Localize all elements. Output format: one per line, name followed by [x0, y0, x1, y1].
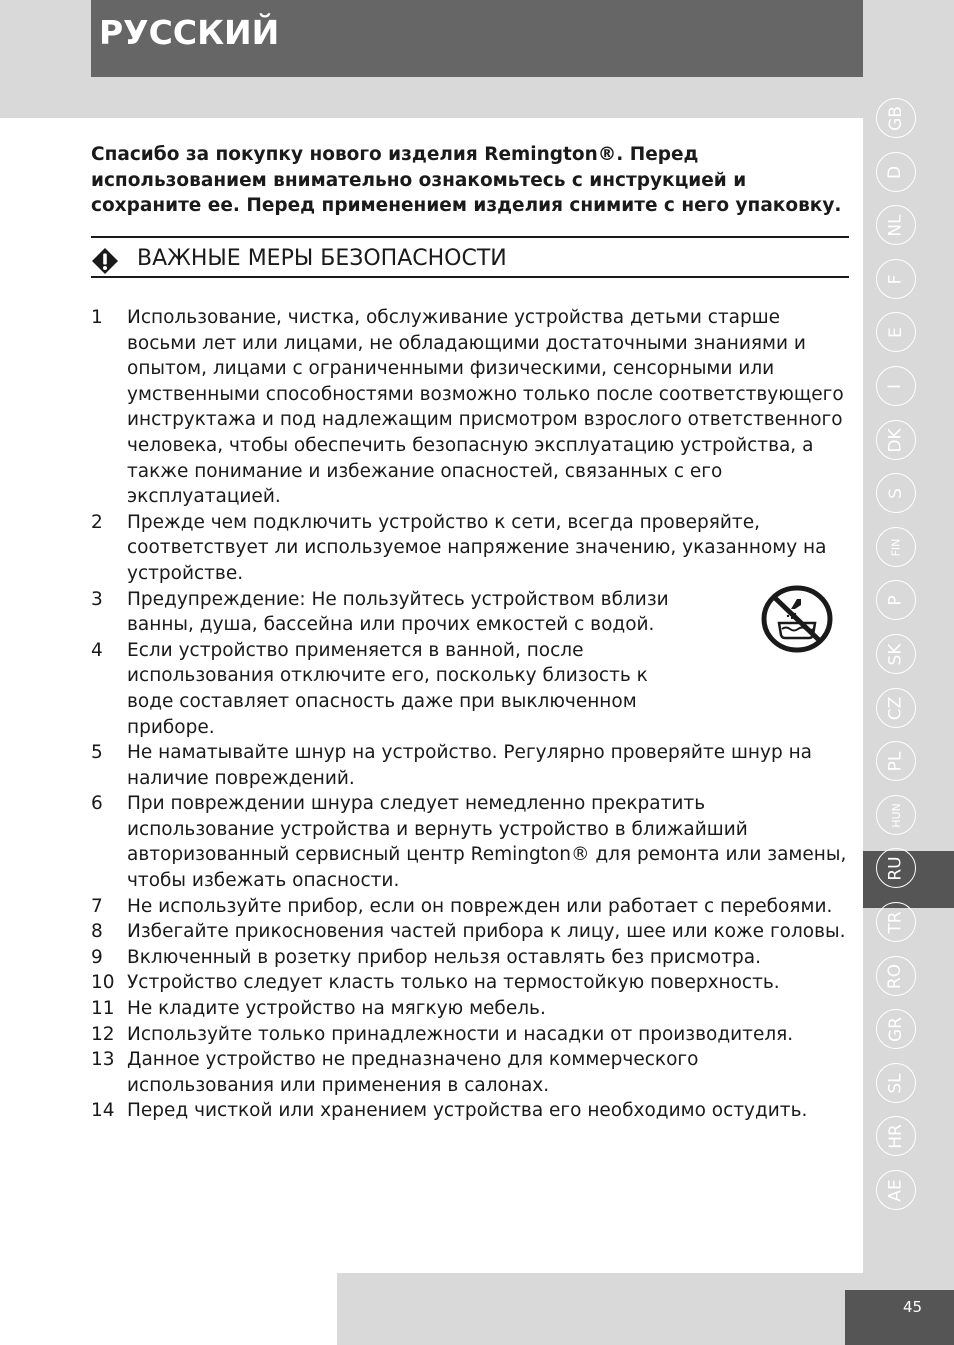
item-number: 2: [91, 511, 103, 533]
safety-item: [91, 996, 851, 1022]
item-text: Перед чисткой или хранением устройства его необходимо остудить.: [127, 1100, 808, 1122]
language-tab-label: SL: [885, 1072, 906, 1094]
item-number: 7: [91, 895, 103, 917]
language-tab-label: HUN: [889, 802, 903, 828]
item-text: Избегайте прикосновения частей прибора к лицу, шее или коже головы.: [127, 921, 846, 943]
safety-item: [91, 587, 851, 638]
item-number: 6: [91, 793, 103, 815]
language-tab-label: AE: [885, 1178, 906, 1202]
language-tab-nl[interactable]: [876, 205, 916, 245]
item-text: При повреждении шнура следует немедленно прекратить использование устройства и вернуть устройство в ближайший авторизованный сервисный центр Remington® для ремонта или замены, чтобы избежать опасности.: [127, 793, 847, 892]
language-tab-ro[interactable]: [876, 956, 916, 996]
language-tab-sk[interactable]: [876, 634, 916, 674]
safety-item: [91, 1047, 851, 1098]
language-tab-p[interactable]: [876, 580, 916, 620]
language-tab-hun[interactable]: [876, 795, 916, 835]
language-tab-tr[interactable]: [876, 902, 916, 942]
language-tab-hr[interactable]: [876, 1116, 916, 1156]
no-water-bath-icon: [761, 585, 833, 653]
section-heading: [91, 236, 849, 278]
language-tab-label: D: [885, 165, 906, 179]
language-tab-d[interactable]: [876, 152, 916, 192]
language-tab-label: RO: [885, 963, 906, 989]
page-number: 45: [903, 1298, 923, 1316]
item-text: Устройство следует класть только на термостойкую поверхность.: [127, 972, 780, 994]
language-tab-label: GB: [885, 105, 906, 131]
page-number-box: [845, 1290, 954, 1345]
language-tab-sl[interactable]: [876, 1063, 916, 1103]
language-tab-label: SK: [885, 643, 906, 665]
intro-paragraph: Спасибо за покупку нового изделия Remington®. Перед использованием внимательно ознакомьтесь с инструкцией и сохраните ее. Перед применением изделия снимите с него упаковку.: [91, 144, 842, 216]
language-tab-label: NL: [885, 213, 906, 237]
safety-item: [91, 945, 851, 971]
safety-item: [91, 510, 851, 587]
safety-item: [91, 919, 851, 945]
item-text: Включенный в розетку прибор нельзя оставлять без присмотра.: [127, 946, 761, 968]
page-title: РУССКИЙ: [99, 13, 280, 52]
language-tab-label: TR: [885, 910, 906, 934]
language-tab-pl[interactable]: [876, 741, 916, 781]
language-tab-cz[interactable]: [876, 688, 916, 728]
language-tab-s[interactable]: [876, 473, 916, 513]
item-text: Не используйте прибор, если он поврежден или работает с перебоями.: [127, 895, 833, 917]
item-number: 14: [91, 1100, 115, 1122]
language-tab-label: GR: [885, 1016, 906, 1042]
item-text: Используйте только принадлежности и насадки от производителя.: [127, 1023, 794, 1045]
safety-item: [91, 1098, 851, 1124]
language-tab-label: DK: [885, 427, 906, 453]
item-number: 3: [91, 588, 103, 610]
language-tab-label: P: [885, 594, 906, 606]
language-tab-label: I: [885, 383, 906, 389]
item-number: 10: [91, 972, 115, 994]
language-tab-f[interactable]: [876, 259, 916, 299]
language-tab-dk[interactable]: [876, 420, 916, 460]
language-tab-gr[interactable]: [876, 1009, 916, 1049]
item-text: Использование, чистка, обслуживание устройства детьми старше восьми лет или лицами, не обладающими достаточными знаниями и опытом, лицами с ограниченными физическими, сенсорными или умственными способностями возможно только после соответствующего инструктажа и под надлежащим присмотром взрослого ответственного человека, чтобы обеспечить безопасную эксплуатацию устройства, а также понимание и избежание опасностей, связанных с его эксплуатацией.: [127, 307, 844, 508]
item-number: 8: [91, 921, 103, 943]
language-tab-label: E: [885, 326, 906, 338]
safety-item: [91, 1022, 851, 1048]
title-bar: [91, 0, 863, 77]
language-tab-gb[interactable]: [876, 98, 916, 138]
item-text: Если устройство применяется в ванной, после использования отключите его, поскольку близость к воде составляет опасность даже при выключенном приборе.: [127, 639, 648, 738]
item-text: Не кладите устройство на мягкую мебель.: [127, 998, 546, 1020]
language-tab-label: RU: [885, 855, 906, 881]
item-text: Данное устройство не предназначено для коммерческого использования или применения в салонах.: [127, 1049, 699, 1096]
language-tab-label: S: [885, 487, 906, 499]
item-number: 5: [91, 742, 103, 764]
language-tab-ru[interactable]: [876, 848, 916, 888]
language-tab-label: CZ: [885, 696, 906, 720]
language-tab-label: PL: [885, 751, 906, 771]
item-number: 1: [91, 307, 103, 328]
safety-item: [91, 791, 851, 893]
language-tab-label: F: [885, 274, 906, 284]
language-tab-i[interactable]: [876, 366, 916, 406]
item-text: Предупреждение: Не пользуйтесь устройством вблизи ванны, душа, бассейна или прочих емкостей с водой.: [127, 588, 669, 636]
language-tab-label: FIN: [889, 538, 903, 556]
item-number: 4: [91, 639, 103, 661]
item-number: 9: [91, 946, 103, 968]
section-title: ВАЖНЫЕ МЕРЫ БЕЗОПАСНОСТИ: [137, 246, 507, 271]
item-text: Прежде чем подключить устройство к сети, всегда проверяйте, соответствует ли используемое напряжение значению, указанному на устройстве.: [127, 511, 827, 584]
language-tab-e[interactable]: [876, 312, 916, 352]
item-number: 12: [91, 1023, 115, 1045]
safety-item: [91, 638, 851, 740]
warning-icon: [91, 247, 119, 275]
safety-item: [91, 305, 851, 510]
item-number: 11: [91, 998, 115, 1020]
safety-item: [91, 894, 851, 920]
safety-item: [91, 970, 851, 996]
safety-item: [91, 740, 851, 791]
item-number: 13: [91, 1049, 115, 1071]
language-tab-ae[interactable]: [876, 1170, 916, 1210]
language-tab-fin[interactable]: [876, 527, 916, 567]
safety-list: [91, 305, 851, 1124]
item-text: Не наматывайте шнур на устройство. Регулярно проверяйте шнур на наличие повреждений.: [127, 742, 813, 789]
language-tab-label: HR: [885, 1123, 906, 1149]
